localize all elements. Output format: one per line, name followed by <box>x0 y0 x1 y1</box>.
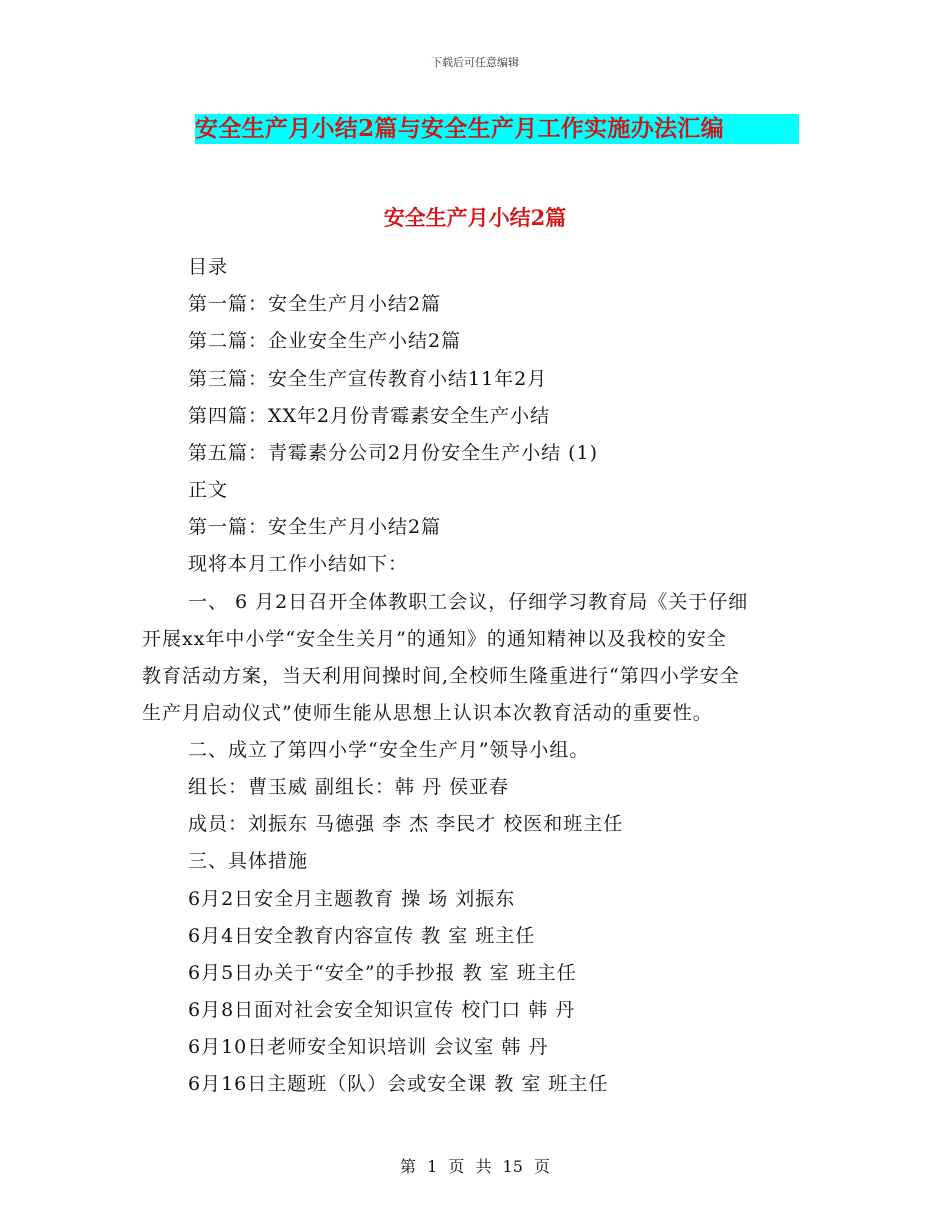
toc-item: 第四篇：XX年2月份青霉素安全生产小结 <box>188 405 551 427</box>
measure-item: 6月16日主题班（队）会或安全课 教 室 班主任 <box>188 1073 609 1095</box>
measure-item: 6月8日面对社会安全知识宣传 校门口 韩 丹 <box>188 999 576 1021</box>
toc-item: 第一篇：安全生产月小结2篇 <box>188 293 442 315</box>
paragraph-2: 二、成立了第四小学“安全生产月”领导小组。 <box>188 739 590 761</box>
toc-item: 第五篇：青霉素分公司2月份安全生产小结 (1) <box>188 442 599 464</box>
measure-item: 6月2日安全月主题教育 操 场 刘振东 <box>188 888 516 910</box>
toc-item: 第三篇：安全生产宣传教育小结11年2月 <box>188 368 548 390</box>
section-title: 安全生产月小结2篇 <box>383 205 567 230</box>
paragraph-line: 生产月启动仪式”使师生能从思想上认识本次教育活动的重要性。 <box>142 702 713 724</box>
document-title: 安全生产月小结2篇与安全生产月工作实施办法汇编 <box>195 114 799 144</box>
header-note: 下载后可任意编辑 <box>431 56 519 69</box>
page-footer: 第 1 页 共 15 页 <box>400 1157 550 1176</box>
body-heading: 正文 <box>188 479 229 501</box>
paragraph-line: 一、 6 月2日召开全体教职工会议，仔细学习教育局《关于仔细 <box>188 591 749 613</box>
toc-item: 第二篇：企业安全生产小结2篇 <box>188 330 462 352</box>
paragraph-line: 教育活动方案，当天利用间操时间,全校师生隆重进行“第四小学安全 <box>142 665 740 687</box>
paragraph-line: 开展xx年中小学“安全生关月”的通知》的通知精神以及我校的安全 <box>142 628 727 650</box>
intro-text: 现将本月工作小结如下： <box>188 553 409 575</box>
toc-heading: 目录 <box>188 256 229 278</box>
members-line: 成员：刘振东 马德强 李 杰 李民才 校医和班主任 <box>188 813 624 835</box>
chapter-title: 第一篇：安全生产月小结2篇 <box>188 516 442 538</box>
measure-item: 6月4日安全教育内容宣传 教 室 班主任 <box>188 925 536 947</box>
measures-heading: 三、具体措施 <box>188 850 309 872</box>
leaders-line: 组长：曹玉威 副组长：韩 丹 侯亚春 <box>188 776 510 798</box>
measure-item: 6月10日老师安全知识培训 会议室 韩 丹 <box>188 1036 549 1058</box>
measure-item: 6月5日办关于“安全”的手抄报 教 室 班主任 <box>188 962 577 984</box>
